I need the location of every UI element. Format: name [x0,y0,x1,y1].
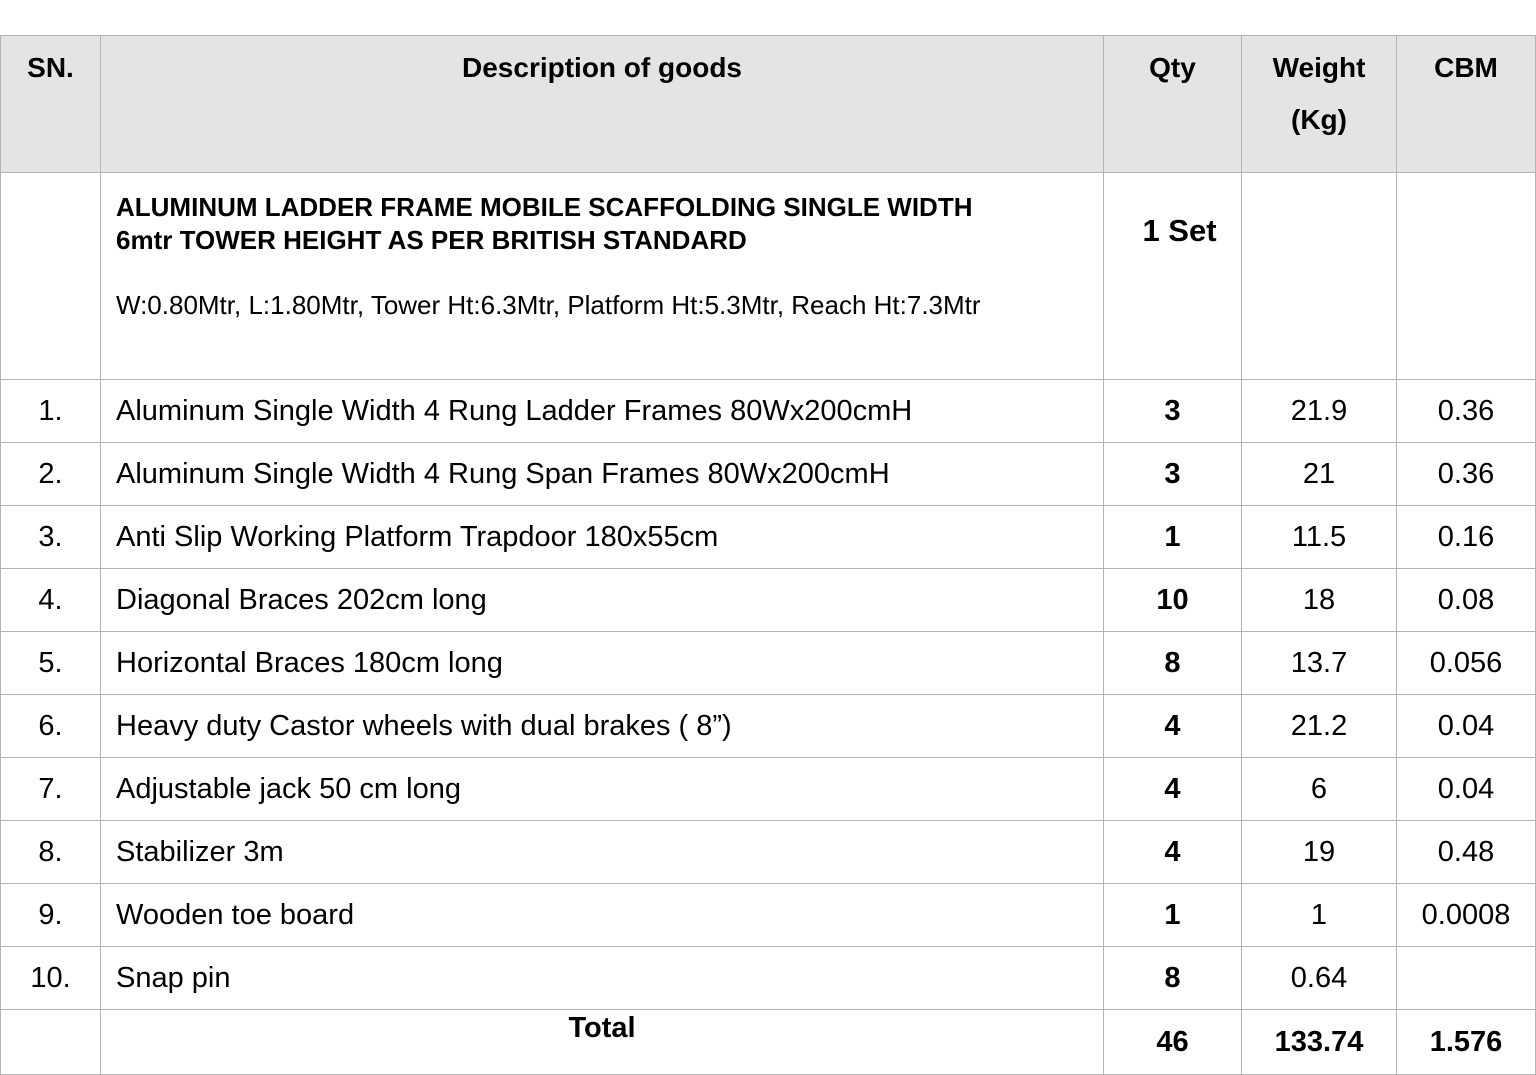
item-description: Horizontal Braces 180cm long [101,632,1104,695]
item-cbm: 0.056 [1397,632,1536,695]
header-weight-line1: Weight [1272,52,1366,83]
table-row [1,380,1536,443]
table-row [1,569,1536,632]
total-cbm: 1.576 [1397,1010,1536,1075]
table-row [1,821,1536,884]
item-weight: 18 [1242,569,1397,632]
total-qty: 46 [1104,1010,1242,1075]
header-qty: Qty [1104,36,1242,173]
item-sn: 4. [1,569,101,632]
item-qty: 10 [1104,569,1242,632]
item-cbm: 0.04 [1397,758,1536,821]
item-cbm: 0.36 [1397,380,1536,443]
set-qty: 1 Set [1104,173,1242,380]
item-cbm: 0.04 [1397,695,1536,758]
item-sn: 2. [1,443,101,506]
item-qty: 4 [1104,821,1242,884]
item-weight: 13.7 [1242,632,1397,695]
total-weight: 133.74 [1242,1010,1397,1075]
item-sn: 10. [1,947,101,1010]
item-sn: 1. [1,380,101,443]
item-sn: 5. [1,632,101,695]
set-row [1,173,1536,380]
set-sn-cell [1,173,101,380]
total-label: Total [101,1010,1104,1075]
item-qty: 1 [1104,884,1242,947]
item-qty: 8 [1104,632,1242,695]
item-weight: 6 [1242,758,1397,821]
item-sn: 9. [1,884,101,947]
set-title-line2: 6mtr TOWER HEIGHT AS PER BRITISH STANDARD [116,225,747,255]
item-description: Adjustable jack 50 cm long [101,758,1104,821]
item-qty: 1 [1104,506,1242,569]
header-description: Description of goods [101,36,1104,173]
header-cbm: CBM [1397,36,1536,173]
item-description: Anti Slip Working Platform Trapdoor 180x55cm [101,506,1104,569]
item-sn: 6. [1,695,101,758]
table-row [1,443,1536,506]
item-description: Snap pin [101,947,1104,1010]
item-qty: 3 [1104,380,1242,443]
set-cbm-cell [1397,173,1536,380]
item-weight: 1 [1242,884,1397,947]
item-weight: 21 [1242,443,1397,506]
set-weight-cell [1242,173,1397,380]
item-cbm: 0.36 [1397,443,1536,506]
item-weight: 21.2 [1242,695,1397,758]
header-weight-line2: (Kg) [1291,104,1347,135]
set-description-cell [101,173,1104,380]
item-cbm: 0.16 [1397,506,1536,569]
set-title-line1: ALUMINUM LADDER FRAME MOBILE SCAFFOLDING SINGLE WIDTH [116,192,973,222]
item-cbm: 0.08 [1397,569,1536,632]
item-cbm: 0.0008 [1397,884,1536,947]
item-qty: 3 [1104,443,1242,506]
goods-table [0,35,1536,1075]
set-spec: W:0.80Mtr, L:1.80Mtr, Tower Ht:6.3Mtr, Platform Ht:5.3Mtr, Reach Ht:7.3Mtr [116,290,981,320]
item-cbm [1397,947,1536,1010]
table-row [1,884,1536,947]
set-title [101,191,1103,257]
item-weight: 21.9 [1242,380,1397,443]
item-description: Wooden toe board [101,884,1104,947]
header-weight [1242,36,1397,173]
item-description: Aluminum Single Width 4 Rung Span Frames 80Wx200cmH [101,443,1104,506]
item-weight: 19 [1242,821,1397,884]
item-weight: 11.5 [1242,506,1397,569]
header-sn: SN. [1,36,101,173]
item-qty: 8 [1104,947,1242,1010]
item-cbm: 0.48 [1397,821,1536,884]
table-row [1,758,1536,821]
table-row [1,695,1536,758]
item-qty: 4 [1104,695,1242,758]
table-row [1,947,1536,1010]
item-sn: 3. [1,506,101,569]
item-description: Diagonal Braces 202cm long [101,569,1104,632]
item-weight: 0.64 [1242,947,1397,1010]
table-row [1,632,1536,695]
item-description: Aluminum Single Width 4 Rung Ladder Frames 80Wx200cmH [101,380,1104,443]
item-description: Stabilizer 3m [101,821,1104,884]
header-row [1,36,1536,173]
item-sn: 8. [1,821,101,884]
item-description: Heavy duty Castor wheels with dual brakes ( 8”) [101,695,1104,758]
item-sn: 7. [1,758,101,821]
table-row [1,506,1536,569]
item-qty: 4 [1104,758,1242,821]
